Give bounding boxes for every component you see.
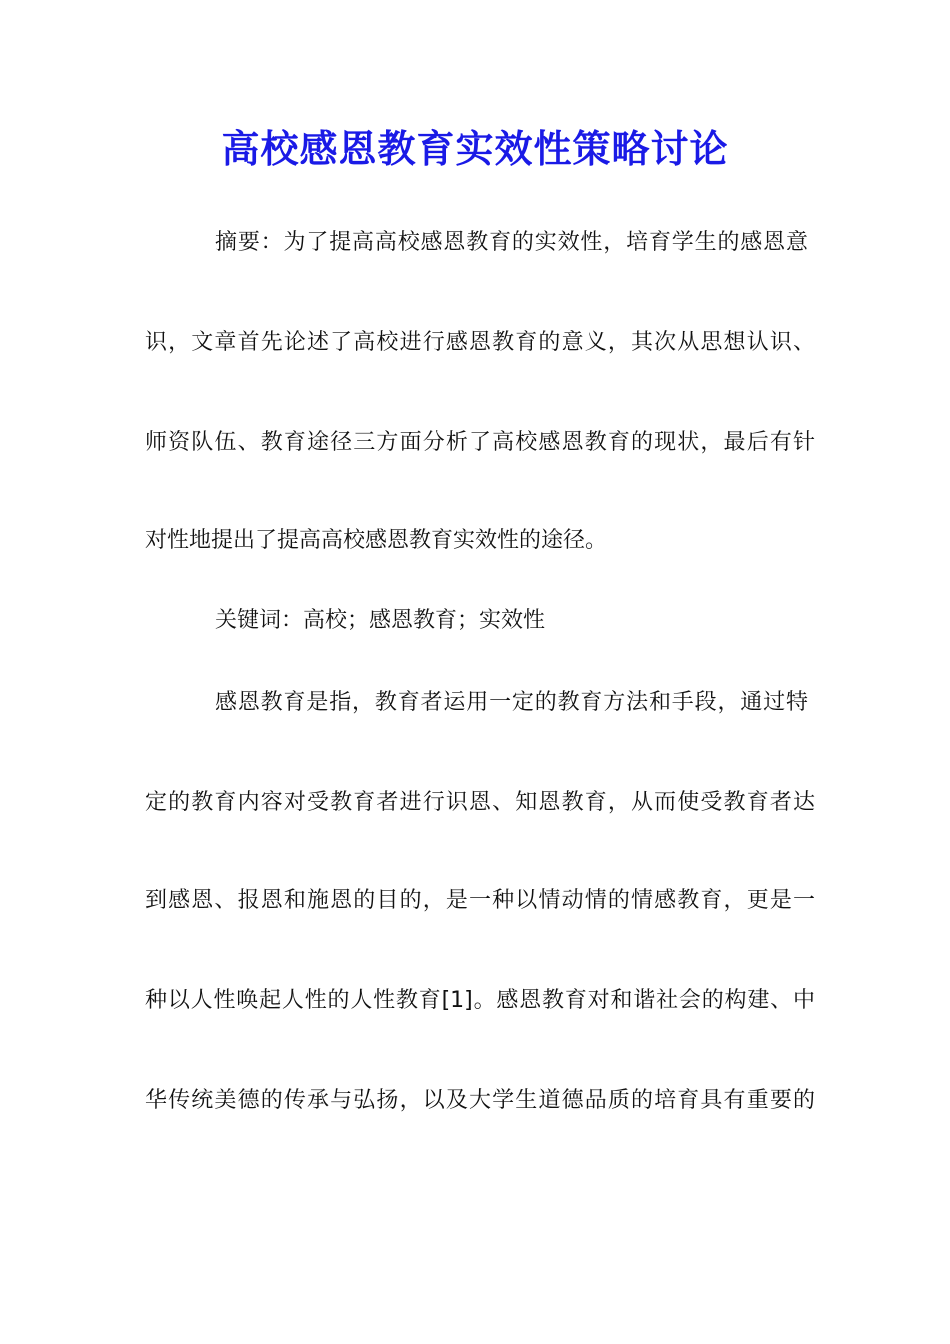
body-line: 华传统美德的传承与弘扬，以及大学生道德品质的培育具有重要的 (145, 1088, 815, 1113)
abstract-line: 摘要：为了提高高校感恩教育的实效性，培育学生的感恩意 (215, 230, 808, 255)
abstract-line: 对性地提出了提高高校感恩教育实效性的途径。 (145, 528, 608, 553)
body-line: 到感恩、报恩和施恩的目的，是一种以情动情的情感教育，更是一 (145, 888, 815, 913)
body-line: 感恩教育是指，教育者运用一定的教育方法和手段，通过特 (215, 690, 808, 715)
keywords-line: 关键词：高校；感恩教育；实效性 (215, 608, 546, 633)
body-line: 定的教育内容对受教育者进行识恩、知恩教育，从而使受教育者达 (145, 790, 815, 815)
abstract-line: 师资队伍、教育途径三方面分析了高校感恩教育的现状，最后有针 (145, 430, 815, 455)
document-title: 高校感恩教育实效性策略讨论 (221, 126, 729, 171)
body-line: 种以人性唤起人性的人性教育[1]。感恩教育对和谐社会的构建、中 (145, 988, 815, 1013)
abstract-line: 识，文章首先论述了高校进行感恩教育的意义，其次从思想认识、 (145, 330, 815, 355)
